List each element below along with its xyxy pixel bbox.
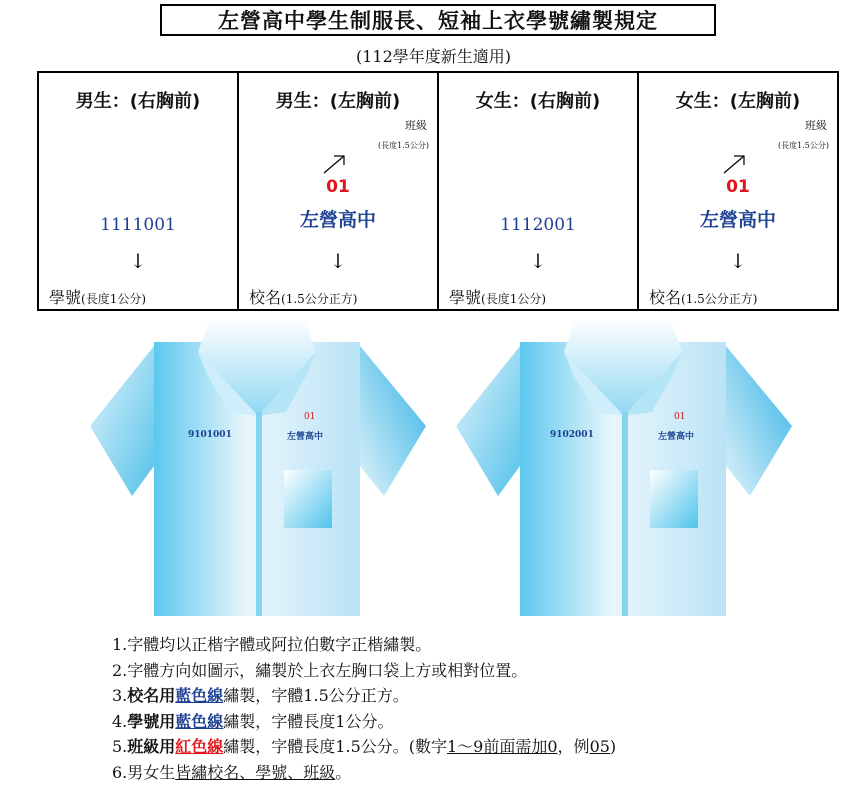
shirt-school-name: 左營高中	[658, 432, 695, 442]
rule-5: 5.班級用紅色線繡製，字體長度1.5公分。(數字1～9前面需加0，例05)	[112, 737, 617, 756]
diagonal-arrow-icon	[722, 153, 748, 175]
down-arrow-icon: ↓	[729, 249, 747, 273]
cell-header: 女生：(左胸前)	[675, 91, 801, 112]
diagonal-arrow-icon	[322, 153, 348, 175]
spec-table	[37, 71, 839, 311]
rule-2: 2.字體方向如圖示，繡製於上衣左胸口袋上方或相對位置。	[112, 660, 528, 680]
down-arrow-icon: ↓	[329, 249, 347, 273]
page-title: 左營高中學生制服長、短袖上衣學號繡製規定	[218, 9, 658, 33]
rule-6: 6.男女生皆繡校名、學號、班級。	[112, 762, 352, 782]
spec-cell-boy-left	[238, 72, 438, 310]
shirt-student-id: 9102001	[550, 430, 594, 440]
cell-footer: 校名(1.5公分正方)	[649, 288, 758, 307]
cell-header: 男生：(右胸前)	[75, 91, 201, 112]
student-id-sample: 1111001	[100, 215, 176, 235]
cell-footer: 學號(長度1公分)	[449, 288, 547, 307]
school-name-sample: 左營高中	[299, 209, 376, 231]
class-label: 班級	[405, 119, 427, 132]
page-subtitle: (112學年度新生適用)	[355, 47, 512, 66]
spec-cell-girl-right	[438, 72, 638, 310]
student-id-sample: 1112001	[500, 215, 576, 235]
rule-4: 4.學號用藍色線繡製，字體長度1公分。	[112, 711, 394, 731]
title-box	[160, 4, 716, 36]
shirt-student-id: 9101001	[188, 430, 232, 440]
class-note: (長度1.5公分)	[378, 141, 429, 150]
shirt-school-name: 左營高中	[287, 432, 324, 442]
class-note: (長度1.5公分)	[778, 141, 829, 150]
shirt-graphic	[446, 316, 802, 618]
rules-list	[112, 632, 616, 785]
shirt-illustration-boy	[80, 316, 436, 618]
shirt-class-number: 01	[304, 412, 316, 422]
rule-3: 3.校名用藍色線繡製，字體1.5公分正方。	[112, 686, 409, 705]
spec-cell-girl-left	[638, 72, 838, 310]
spec-cell-boy-right	[38, 72, 238, 310]
rule-1: 1.字體均以正楷字體或阿拉伯數字正楷繡製。	[112, 635, 432, 654]
cell-header: 男生：(左胸前)	[275, 91, 401, 112]
shirt-class-number: 01	[674, 412, 686, 422]
cell-footer: 校名(1.5公分正方)	[249, 288, 358, 307]
class-number-sample: 01	[726, 177, 750, 197]
down-arrow-icon: ↓	[129, 249, 147, 273]
cell-header: 女生：(右胸前)	[475, 91, 601, 112]
shirt-illustration-girl	[446, 316, 802, 618]
shirt-graphic	[80, 316, 436, 618]
class-number-sample: 01	[326, 177, 350, 197]
school-name-sample: 左營高中	[699, 209, 776, 231]
class-label: 班級	[805, 119, 827, 132]
cell-footer: 學號(長度1公分)	[49, 288, 147, 307]
down-arrow-icon: ↓	[529, 249, 547, 273]
